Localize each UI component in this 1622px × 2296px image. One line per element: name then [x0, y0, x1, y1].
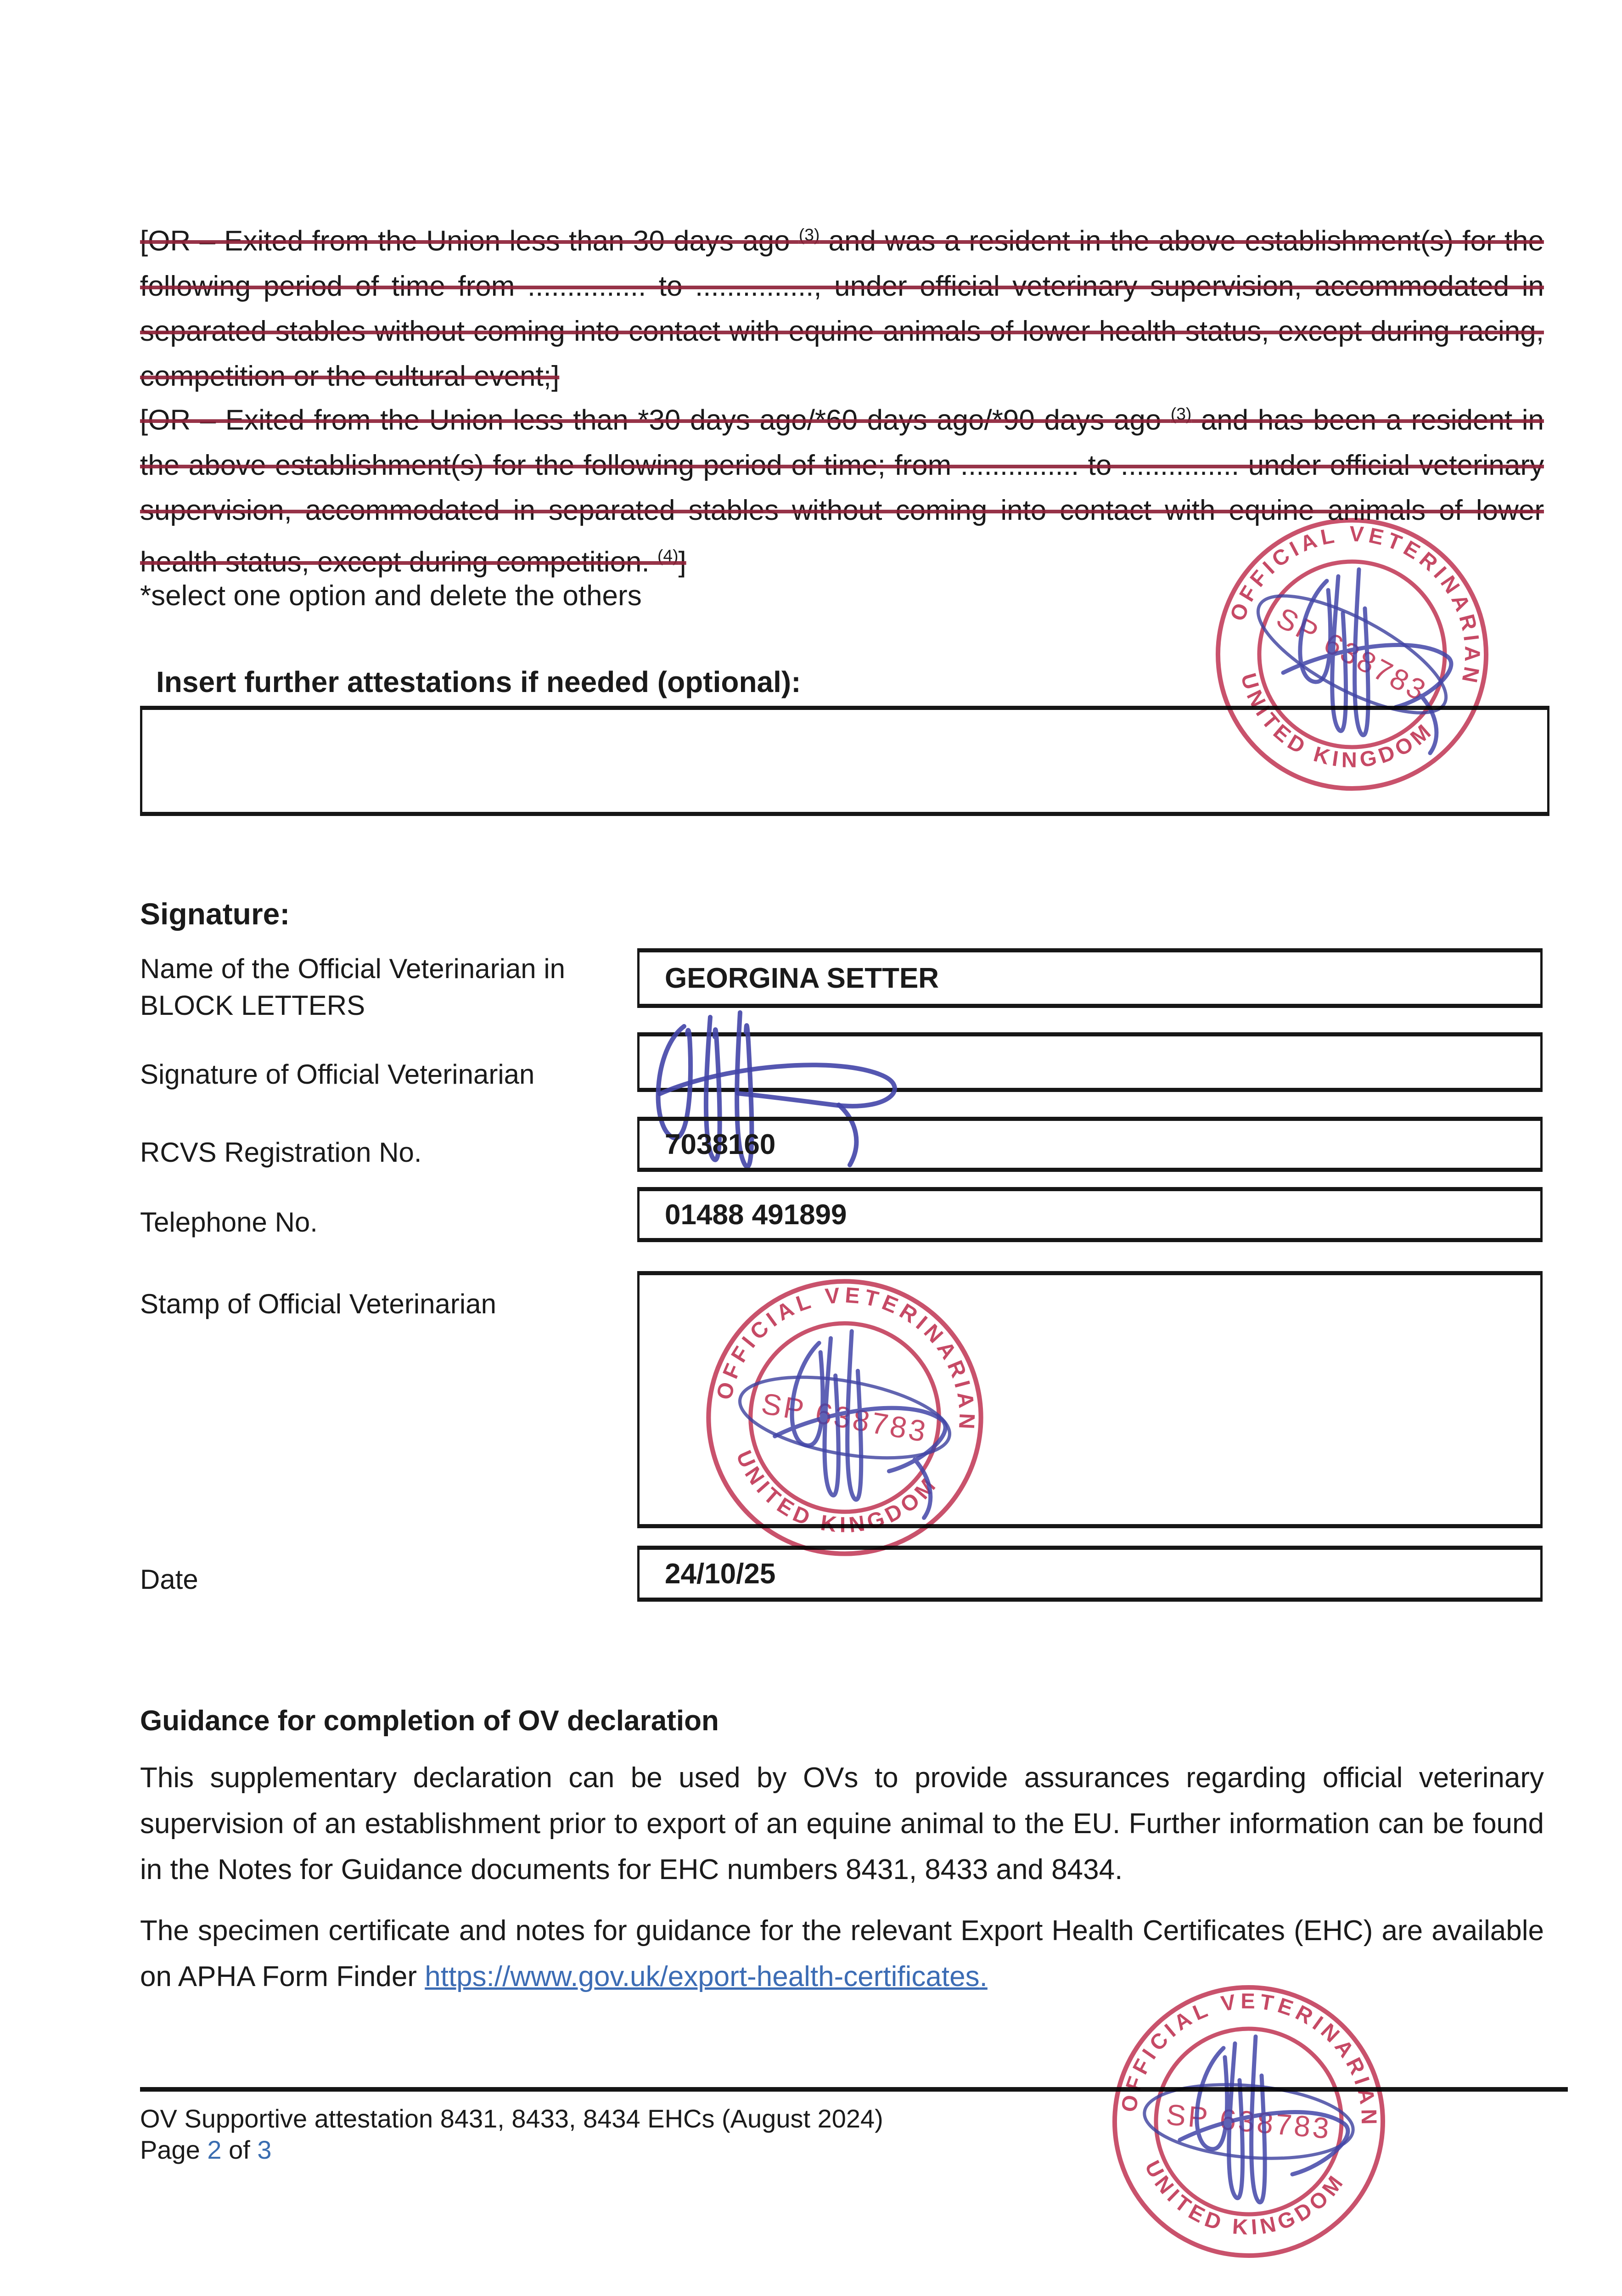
of-word: of: [229, 2135, 250, 2164]
attestations-heading: Insert further attestations if needed (optional):: [156, 665, 801, 698]
stamp-arc-top-text: OFFICIAL VETERINARIAN: [712, 1283, 979, 1434]
stamp-number: SP 638783: [759, 1386, 931, 1449]
official-veterinarian-stamp-top: [1205, 507, 1499, 801]
guidance-heading: Guidance for completion of OV declaration: [140, 1705, 719, 1737]
footnote-ref-4: (4): [657, 546, 679, 565]
rcvs-field[interactable]: [637, 1117, 1543, 1172]
phone-field[interactable]: [637, 1187, 1543, 1242]
rcvs-label: RCVS Registration No.: [140, 1137, 422, 1168]
stamp-arc-bottom-text: UNITED KINGDOM: [1236, 670, 1438, 772]
deleted-option-paragraph-1: [140, 212, 1544, 399]
footnote-ref-3: (3): [798, 225, 820, 244]
guidance-paragraph-1: This supplementary declaration can be used by OVs to provide assurances regarding official veterinary supervision of an establishment prior to export of an equine animal to the EU. Further information can be found in the Notes for Guidance documents for EHC numbers 8431, 8433 and 8434.: [140, 1762, 1544, 1885]
official-veterinarian-stamp-bottom: [1102, 1975, 1396, 2268]
phone-label: Telephone No.: [140, 1207, 318, 1238]
page-total: 3: [257, 2135, 272, 2164]
name-value: GEORGINA SETTER: [665, 962, 939, 994]
date-value: 24/10/25: [665, 1558, 776, 1590]
page-word: Page: [140, 2135, 200, 2164]
option1-text: [OR – Exited from the Union less than 30 days ago: [140, 225, 799, 257]
option2-text-end: ]: [678, 546, 686, 578]
option2-text: [OR – Exited from the Union less than *30 days ago/*60 days ago/*90 days ago: [140, 404, 1171, 436]
stamp-arc-bottom-text: UNITED KINGDOM: [1140, 2156, 1350, 2240]
guidance-paragraph-2-text: The specimen certificate and notes for guidance for the relevant Export Health Certificates (EHC) are available on APHA Form Finder: [140, 1915, 1544, 1992]
footer: [140, 2103, 883, 2166]
option2-text-cont: and has been a resident in the above establishment(s) for the following period of time; from ............... to ............... under official veterinary supervision, accommodated in separated stables without coming into contact with equine animals of lower health status, except during competition.: [140, 404, 1544, 578]
stamp-number: SP 638783: [1271, 601, 1433, 708]
phone-value: 01488 491899: [665, 1199, 847, 1231]
page-number: 2: [207, 2135, 222, 2164]
stamp-number: SP 638783: [1165, 2098, 1333, 2145]
export-health-certificates-link[interactable]: https://www.gov.uk/export-health-certificates: [425, 1961, 980, 1992]
link-trailing-period: .: [979, 1961, 988, 1992]
option1-text-cont: and was a resident in the above establishment(s) for the following period of time from ............... to ..............., under official veterinary supervision, accommodated in separated stables without coming into contact with equine animals of lower health status, except during racing, competition or the cultural event;]: [140, 225, 1544, 392]
signature-label: Signature of Official Veterinarian: [140, 1059, 535, 1090]
footer-doc-ref: OV Supportive attestation 8431, 8433, 8434 EHCs (August 2024): [140, 2104, 883, 2133]
stamp-label: Stamp of Official Veterinarian: [140, 1289, 496, 1319]
name-field[interactable]: [637, 948, 1543, 1008]
signature-section-heading: Signature:: [140, 897, 290, 931]
footnote-ref-3b: (3): [1170, 404, 1192, 423]
date-label: Date: [140, 1564, 198, 1595]
official-veterinarian-stamp-middle: [696, 1268, 994, 1567]
rcvs-value: 7038160: [665, 1128, 776, 1160]
footer-page-indicator: [140, 2134, 883, 2166]
name-label: Name of the Official Veterinarian in BLOCK LETTERS: [140, 953, 566, 1021]
select-option-note: *select one option and delete the others: [140, 580, 642, 612]
stamp-arc-top-text: OFFICIAL VETERINARIAN: [1224, 521, 1485, 689]
stamp-arc-bottom-text: UNITED KINGDOM: [731, 1447, 943, 1538]
stamp-arc-top-text: OFFICIAL VETERINARIAN: [1116, 1988, 1382, 2129]
